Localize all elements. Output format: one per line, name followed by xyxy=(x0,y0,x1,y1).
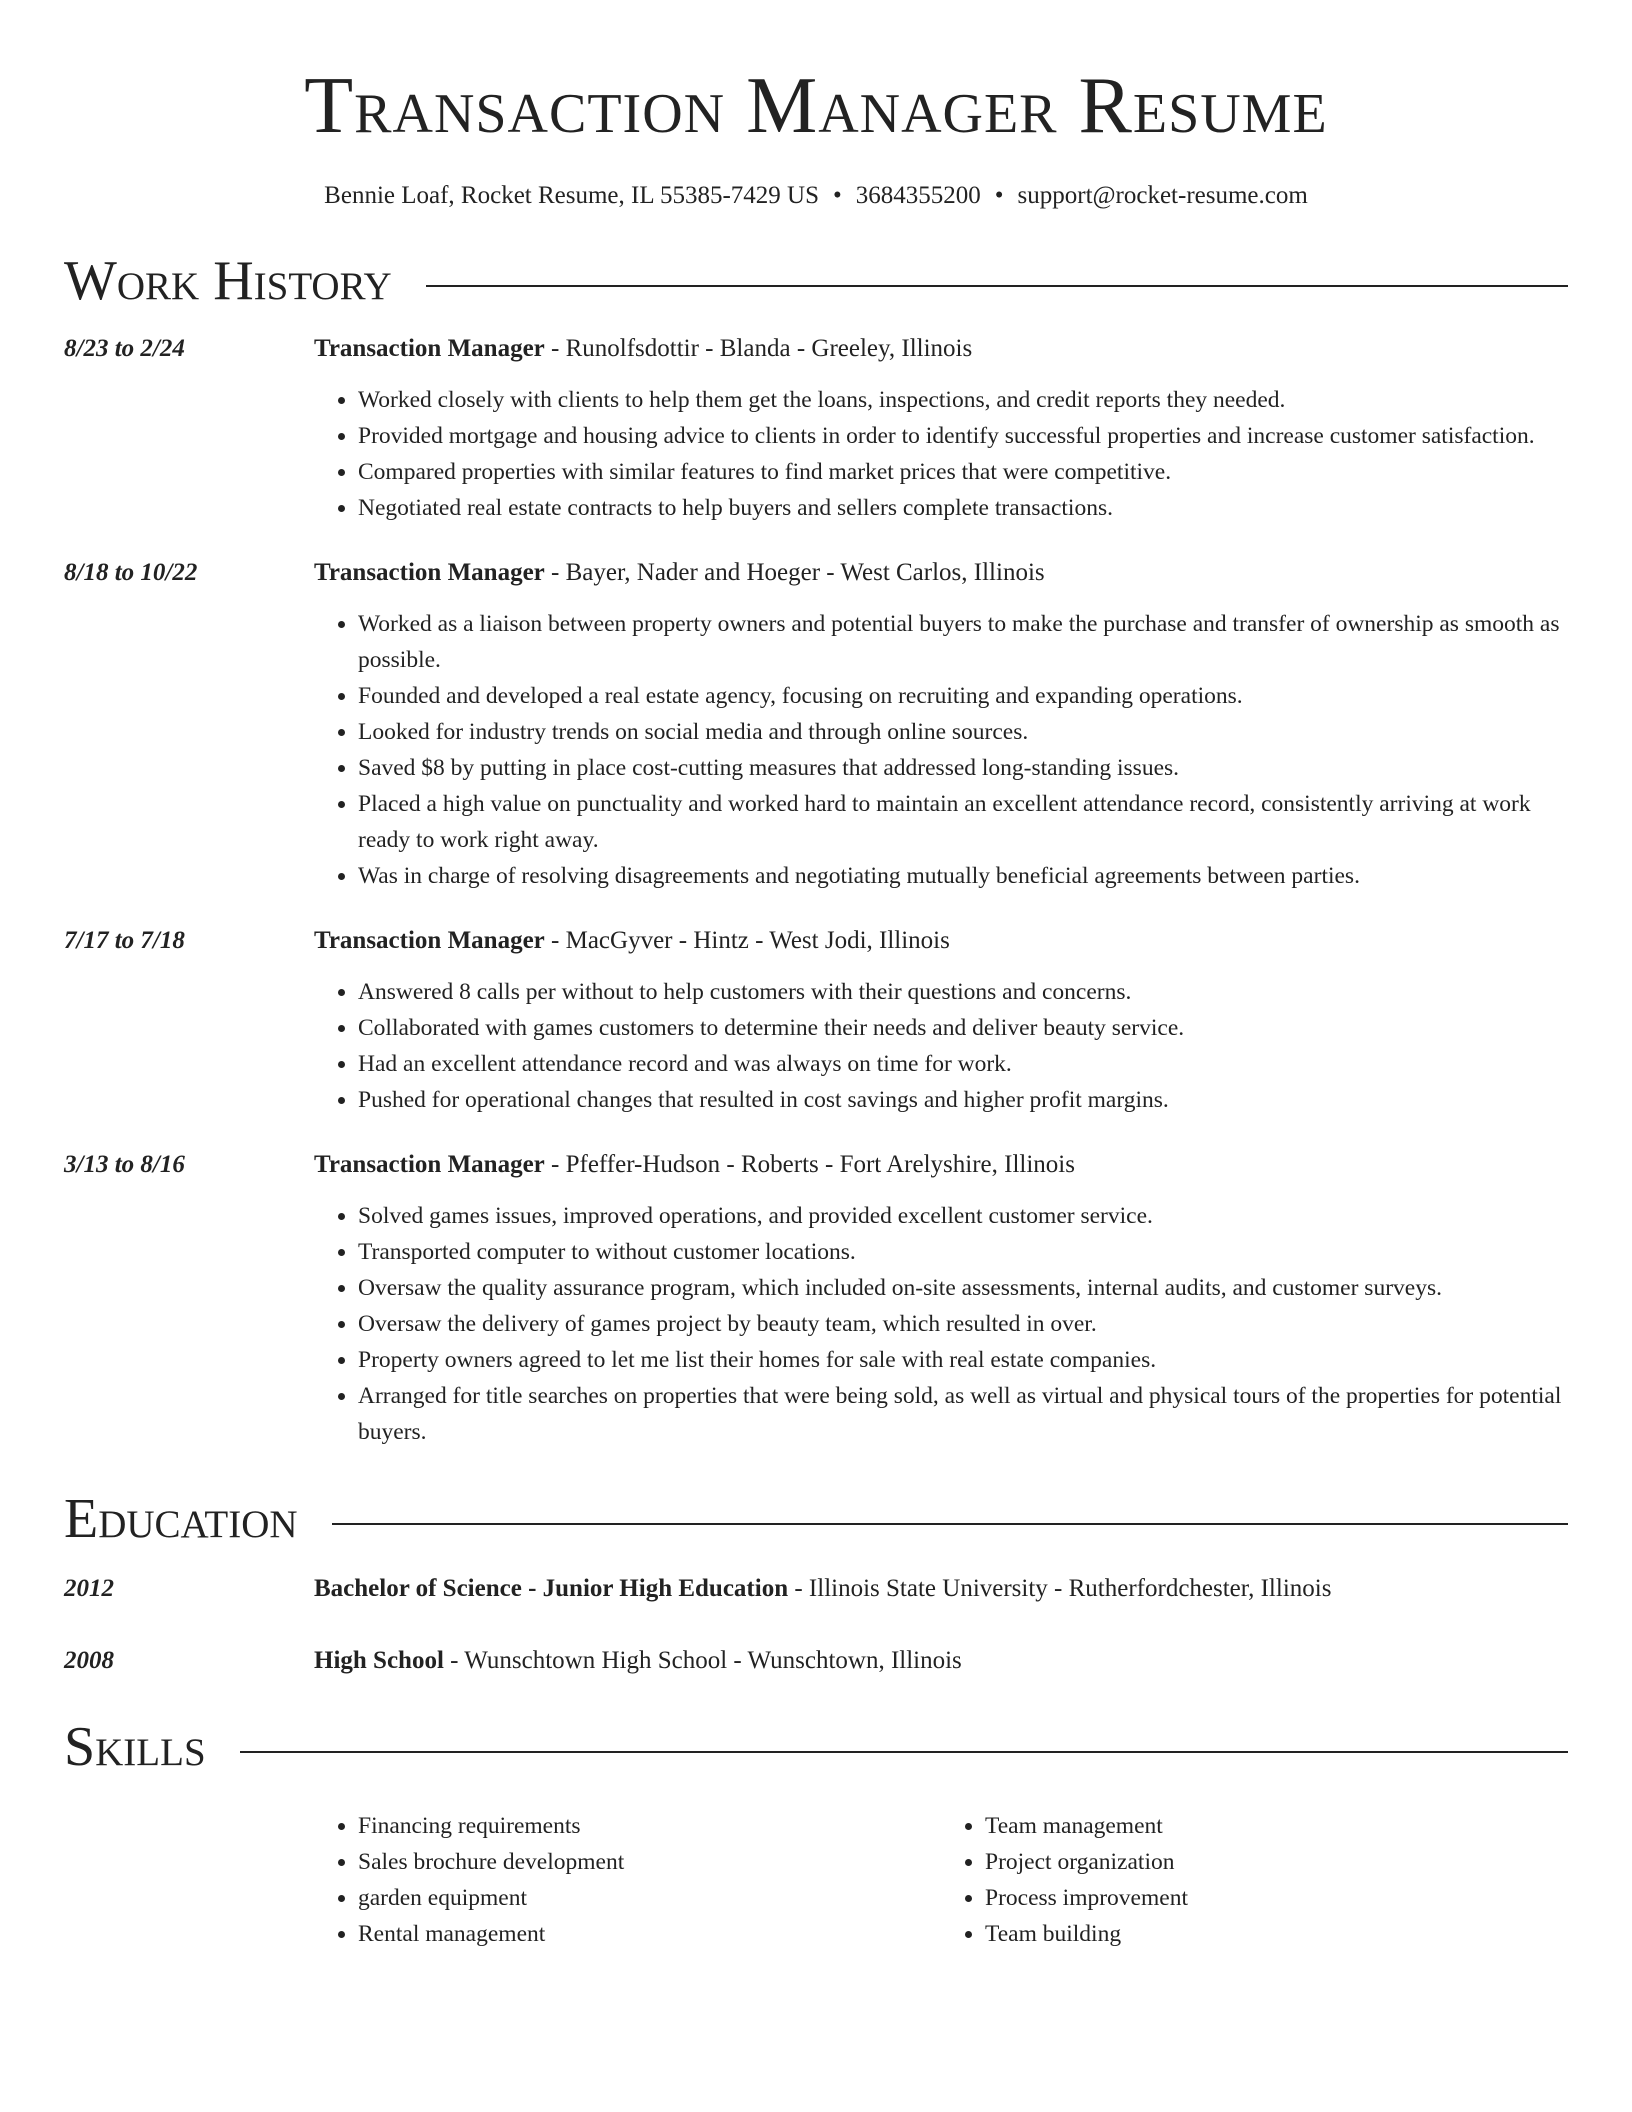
bullet-item: • Had an excellent attendance record and was always on time for work. xyxy=(358,1046,1568,1082)
work-history-header xyxy=(64,246,1568,316)
job-title: Transaction Manager xyxy=(314,335,545,362)
degree-title: High School xyxy=(314,1647,444,1674)
skills-list xyxy=(64,1808,1568,1952)
job-title: Transaction Manager xyxy=(314,1151,545,1178)
skill-item: • garden equipment xyxy=(358,1880,941,1916)
bullet-item: • Founded and developed a real estate agency, focusing on recruiting and expanding operations. xyxy=(358,678,1568,714)
school-details: - Wunschtown High School - Wunschtown, Illinois xyxy=(443,1647,962,1674)
section-divider xyxy=(332,1523,1568,1525)
section-title-work-history: Work History xyxy=(64,250,392,312)
skills-column-right xyxy=(941,1808,1568,1952)
bullet-item: • Looked for industry trends on social media and through online sources. xyxy=(358,714,1568,750)
work-entry xyxy=(64,924,1568,1118)
resume-title: Transaction Manager Resume xyxy=(304,62,1328,150)
section-divider xyxy=(240,1751,1568,1753)
work-entry-bullets xyxy=(314,974,1568,1118)
work-entry-dates: 8/18 to 10/22 xyxy=(64,559,198,586)
bullet-item: • Oversaw the quality assurance program, which included on-site assessments, internal audits, and customer surveys. xyxy=(358,1270,1568,1306)
bullet-item: • Solved games issues, improved operations, and provided excellent customer service. xyxy=(358,1198,1568,1234)
bullet-item: • Pushed for operational changes that resulted in cost savings and higher profit margins. xyxy=(358,1082,1568,1118)
employer-details: - Bayer, Nader and Hoeger - West Carlos, Illinois xyxy=(544,559,1045,586)
contact-separator: • xyxy=(832,182,842,209)
work-entry-heading xyxy=(314,924,1568,958)
bullet-item: • Property owners agreed to let me list their homes for sale with real estate companies. xyxy=(358,1342,1568,1378)
education-details xyxy=(314,1644,1568,1678)
skill-item: • Financing requirements xyxy=(358,1808,941,1844)
skill-item: • Team management xyxy=(985,1808,1568,1844)
contact-separator: • xyxy=(994,182,1004,209)
skill-item: • Process improvement xyxy=(985,1880,1568,1916)
education-header xyxy=(64,1484,1568,1554)
work-entry-bullets xyxy=(314,1198,1568,1450)
bullet-item: • Oversaw the delivery of games project by beauty team, which resulted in over. xyxy=(358,1306,1568,1342)
skills-header xyxy=(64,1712,1568,1782)
bullet-item: • Placed a high value on punctuality and worked hard to maintain an excellent attendance record, consistently arriving at work ready to work right away. xyxy=(358,786,1568,858)
education-year: 2008 xyxy=(64,1647,114,1674)
work-entry-heading xyxy=(314,332,1568,366)
education-entry xyxy=(64,1572,1568,1606)
contact-address: Bennie Loaf, Rocket Resume, IL 55385-7429 US xyxy=(324,182,819,209)
work-entry xyxy=(64,332,1568,526)
degree-title: Bachelor of Science - Junior High Education xyxy=(314,1575,789,1602)
work-entry-bullets xyxy=(314,606,1568,894)
section-title-education: Education xyxy=(64,1488,298,1550)
bullet-item: • Compared properties with similar features to find market prices that were competitive. xyxy=(358,454,1568,490)
school-details: - Illinois State University - Rutherfordchester, Illinois xyxy=(788,1575,1332,1602)
bullet-item: • Provided mortgage and housing advice to clients in order to identify successful properties and increase customer satisfaction. xyxy=(358,418,1568,454)
work-entry-heading xyxy=(314,556,1568,590)
contact-line xyxy=(64,180,1568,212)
bullet-item: • Was in charge of resolving disagreements and negotiating mutually beneficial agreements between parties. xyxy=(358,858,1568,894)
employer-details: - Pfeffer-Hudson - Roberts - Fort Arelyshire, Illinois xyxy=(544,1151,1075,1178)
job-title: Transaction Manager xyxy=(314,927,545,954)
bullet-item: • Worked closely with clients to help them get the loans, inspections, and credit reports they needed. xyxy=(358,382,1568,418)
bullet-item: • Collaborated with games customers to determine their needs and deliver beauty service. xyxy=(358,1010,1568,1046)
work-entry-bullets xyxy=(314,382,1568,526)
education-entry xyxy=(64,1644,1568,1678)
section-title-skills: Skills xyxy=(64,1716,206,1778)
job-title: Transaction Manager xyxy=(314,559,545,586)
bullet-item: • Saved $8 by putting in place cost-cutting measures that addressed long-standing issues. xyxy=(358,750,1568,786)
education-year: 2012 xyxy=(64,1575,114,1602)
work-entry-body xyxy=(314,332,1568,526)
contact-email: support@rocket-resume.com xyxy=(1017,182,1308,209)
work-entry-body xyxy=(314,556,1568,894)
work-entry-heading xyxy=(314,1148,1568,1182)
bullet-item: • Answered 8 calls per without to help customers with their questions and concerns. xyxy=(358,974,1568,1010)
work-entry-body xyxy=(314,924,1568,1118)
section-divider xyxy=(426,285,1568,287)
skill-item: • Project organization xyxy=(985,1844,1568,1880)
skills-column-left xyxy=(314,1808,941,1952)
work-entry xyxy=(64,556,1568,894)
contact-phone: 3684355200 xyxy=(855,182,981,209)
skill-item: • Team building xyxy=(985,1916,1568,1952)
skill-item: • Sales brochure development xyxy=(358,1844,941,1880)
bullet-item: • Transported computer to without customer locations. xyxy=(358,1234,1568,1270)
work-entry xyxy=(64,1148,1568,1450)
work-entry-dates: 7/17 to 7/18 xyxy=(64,927,185,954)
work-entry-dates: 3/13 to 8/16 xyxy=(64,1151,185,1178)
work-entry-dates: 8/23 to 2/24 xyxy=(64,335,185,362)
bullet-item: • Worked as a liaison between property owners and potential buyers to make the purchase and transfer of ownership as smooth as possible. xyxy=(358,606,1568,678)
work-entry-body xyxy=(314,1148,1568,1450)
employer-details: - Runolfsdottir - Blanda - Greeley, Illinois xyxy=(544,335,973,362)
skill-item: • Rental management xyxy=(358,1916,941,1952)
employer-details: - MacGyver - Hintz - West Jodi, Illinois xyxy=(544,927,950,954)
bullet-item: • Arranged for title searches on properties that were being sold, as well as virtual and physical tours of the properties for potential buyers. xyxy=(358,1378,1568,1450)
bullet-item: • Negotiated real estate contracts to help buyers and sellers complete transactions. xyxy=(358,490,1568,526)
education-details xyxy=(314,1572,1568,1606)
